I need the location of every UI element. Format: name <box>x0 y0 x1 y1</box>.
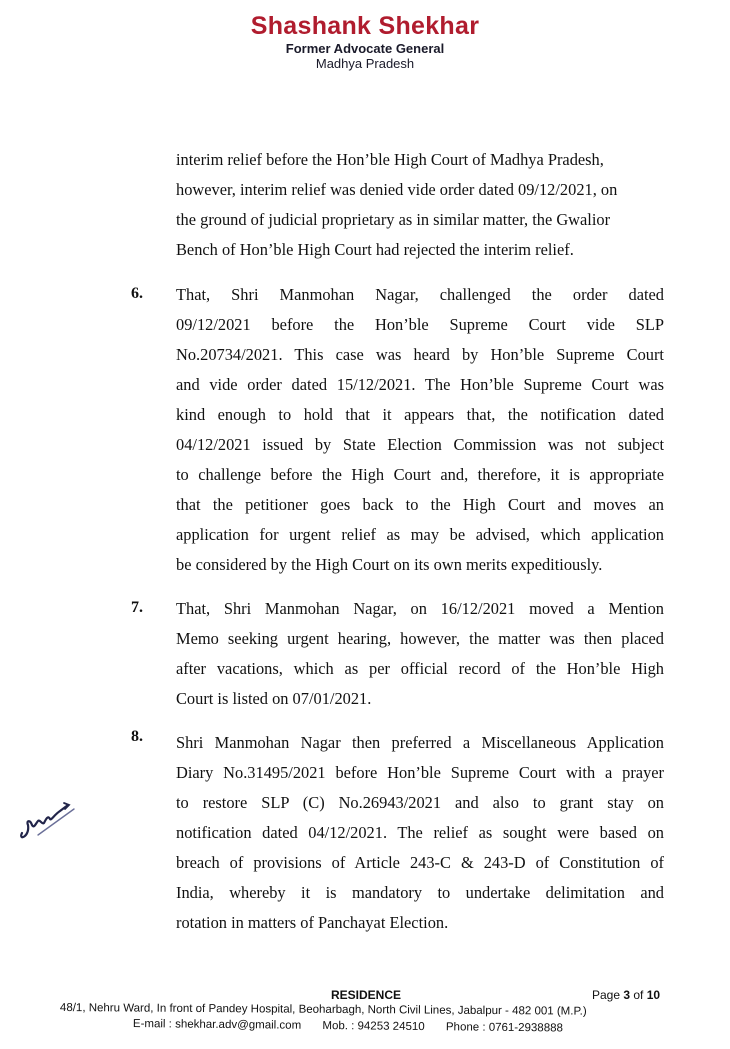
text-line: Diary No.31495/2021 before Hon’ble Supreme Court with a prayer <box>176 763 664 782</box>
text-line: and vide order dated 15/12/2021. The Hon’ble Supreme Court was <box>176 375 664 394</box>
text-line: India, whereby it is mandatory to undertake delimitation and <box>176 883 664 902</box>
letterhead-name: Shashank Shekhar <box>250 12 480 40</box>
paragraph-number: 6. <box>131 285 143 302</box>
text-line: to challenge before the High Court and, therefore, it is appropriate <box>176 465 664 484</box>
text-line: Shri Manmohan Nagar then preferred a Miscellaneous Application <box>176 733 664 752</box>
footer-contacts <box>133 1018 581 1035</box>
text-line: Court is listed on 07/01/2021. <box>176 689 372 708</box>
text-line: application for urgent relief as may be advised, which application <box>176 525 664 544</box>
paragraph-7 <box>176 594 664 714</box>
paragraph-8 <box>176 728 664 938</box>
page-of: of <box>630 988 647 1002</box>
paragraph-continuation <box>176 145 664 265</box>
text-line: after vacations, which as per official record of the Hon’ble High <box>176 659 664 678</box>
footer-phone: Phone : 0761-2938888 <box>445 1021 563 1035</box>
footer-email: E-mail : shekhar.adv@gmail.com <box>132 1018 302 1032</box>
text-line: however, interim relief was denied vide order dated 09/12/2021, on <box>176 180 618 199</box>
text-line: Memo seeking urgent hearing, however, the matter was then placed <box>176 629 664 648</box>
text-line: kind enough to hold that it appears that, the notification dated <box>176 405 664 424</box>
letterhead <box>0 12 730 71</box>
text-line: notification dated 04/12/2021. The relief as sought were based on <box>176 823 664 842</box>
text-line: No.20734/2021. This case was heard by Hon’ble Supreme Court <box>176 345 664 364</box>
page-prefix: Page <box>592 988 624 1002</box>
text-line: That, Shri Manmohan Nagar, challenged the order dated <box>176 285 664 304</box>
text-line: rotation in matters of Panchayat Election. <box>176 913 449 932</box>
text-line: 04/12/2021 issued by State Election Commission was not subject <box>176 435 664 454</box>
signature-icon <box>8 785 78 855</box>
letterhead-place: Madhya Pradesh <box>315 56 415 71</box>
page-total: 10 <box>646 988 661 1002</box>
footer-mobile: Mob. : 94253 24510 <box>322 1019 425 1034</box>
text-line: breach of provisions of Article 243-C & 243-D of Constitution of <box>176 853 664 872</box>
text-line: that the petitioner goes back to the High Court and moves an <box>176 495 664 514</box>
paragraph-number: 7. <box>131 599 143 616</box>
letterhead-title: Former Advocate General <box>285 41 445 56</box>
paragraph-6 <box>176 280 664 580</box>
text-line: Bench of Hon’ble High Court had rejected the interim relief. <box>176 240 574 259</box>
text-line: That, Shri Manmohan Nagar, on 16/12/2021 moved a Mention <box>176 599 664 618</box>
text-line: the ground of judicial proprietary as in similar matter, the Gwalior <box>176 210 611 229</box>
residence-label: RESIDENCE <box>331 988 402 1002</box>
text-line: 09/12/2021 before the Hon’ble Supreme Court vide SLP <box>176 315 664 334</box>
text-line: be considered by the High Court on its own merits expeditiously. <box>176 555 603 574</box>
page-current: 3 <box>623 988 631 1002</box>
paragraph-number: 8. <box>131 728 143 745</box>
text-line: to restore SLP (C) No.26943/2021 and also to grant stay on <box>176 793 664 812</box>
page-indicator <box>592 988 660 1002</box>
text-line: interim relief before the Hon’ble High Court of Madhya Pradesh, <box>176 150 604 169</box>
footer-address: 48/1, Nehru Ward, In front of Pandey Hospital, Beoharbagh, North Civil Lines, Jabalpur - 482 001 (M.P.) <box>59 1002 587 1018</box>
